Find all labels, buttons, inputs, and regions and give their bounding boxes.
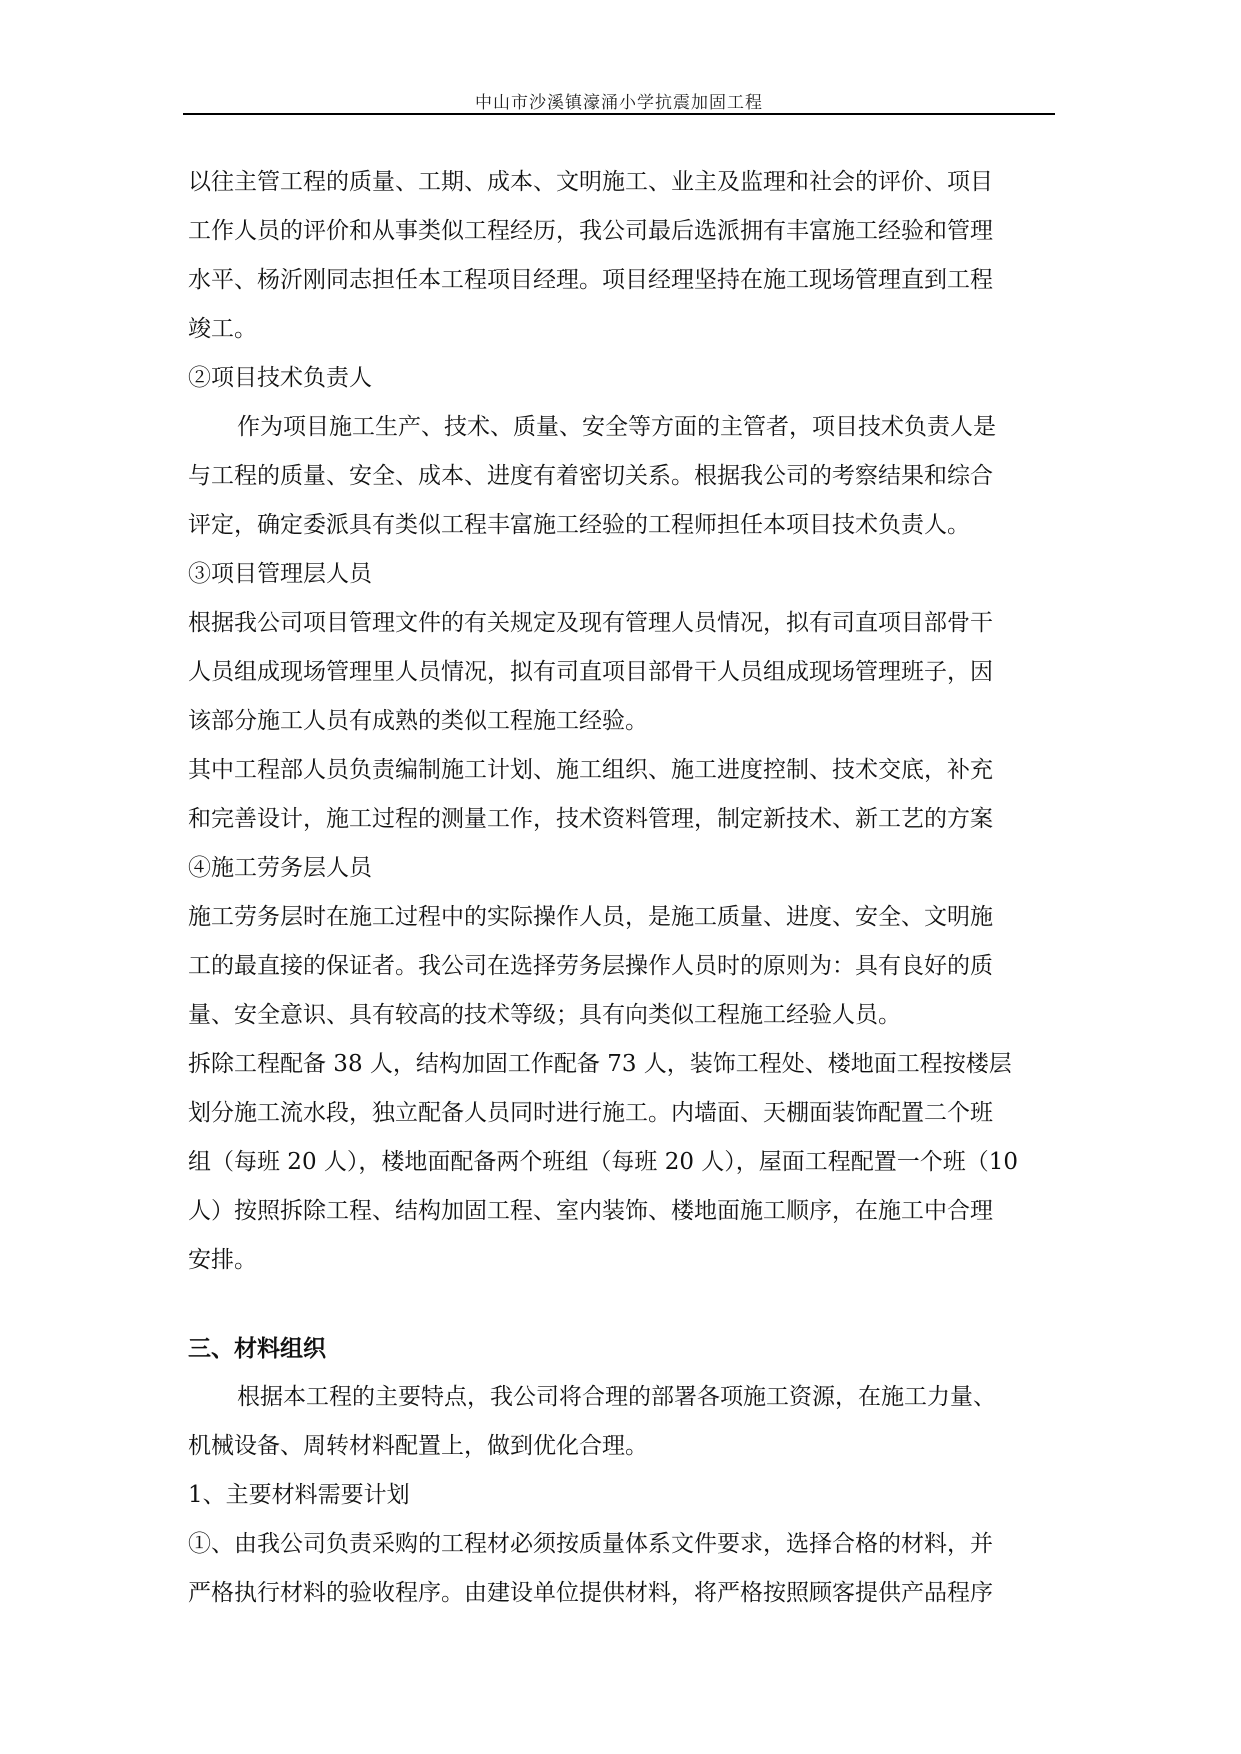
page-header: 中山市沙溪镇濠涌小学抗震加固工程	[475, 93, 763, 113]
paragraph-line: 量、安全意识、具有较高的技术等级；具有向类似工程施工经验人员。	[188, 1002, 901, 1028]
paragraph-line: 根据我公司项目管理文件的有关规定及现有管理人员情况，拟有司直项目部骨干	[188, 610, 993, 636]
paragraph-line: ①、由我公司负责采购的工程材必须按质量体系文件要求，选择合格的材料，并	[188, 1531, 993, 1557]
paragraph-line: 施工劳务层时在施工过程中的实际操作人员，是施工质量、进度、安全、文明施	[188, 904, 993, 930]
paragraph-line: 划分施工流水段，独立配备人员同时进行施工。内墙面、天棚面装饰配置二个班	[188, 1100, 993, 1126]
paragraph-line: 严格执行材料的验收程序。由建设单位提供材料，将严格按照顾客提供产品程序	[188, 1580, 993, 1606]
paragraph-line: 作为项目施工生产、技术、质量、安全等方面的主管者，项目技术负责人是	[237, 414, 996, 440]
paragraph-line: 水平、杨沂刚同志担任本工程项目经理。项目经理坚持在施工现场管理直到工程	[188, 267, 993, 293]
section-title-materials: 三、材料组织	[188, 1335, 326, 1362]
paragraph-line: 人员组成现场管理里人员情况，拟有司直项目部骨干人员组成现场管理班子，因	[188, 659, 993, 685]
paragraph-line: 组（每班 20 人），楼地面配备两个班组（每班 20 人），屋面工程配置一个班（10	[188, 1149, 1019, 1175]
paragraph-line: 其中工程部人员负责编制施工计划、施工组织、施工进度控制、技术交底，补充	[188, 757, 993, 783]
subheading-project-management: ③项目管理层人员	[188, 561, 372, 587]
paragraph-line: 人）按照拆除工程、结构加固工程、室内装饰、楼地面施工顺序，在施工中合理	[188, 1198, 993, 1224]
header-divider	[183, 113, 1055, 115]
paragraph-line: 拆除工程配备 38 人，结构加固工作配备 73 人，装饰工程处、楼地面工程按楼层	[188, 1051, 1012, 1077]
paragraph-line: 工的最直接的保证者。我公司在选择劳务层操作人员时的原则为：具有良好的质	[188, 953, 993, 979]
paragraph-line: 机械设备、周转材料配置上，做到优化合理。	[188, 1433, 648, 1459]
paragraph-line: 评定，确定委派具有类似工程丰富施工经验的工程师担任本项目技术负责人。	[188, 512, 970, 538]
paragraph-line: 和完善设计，施工过程的测量工作，技术资料管理，制定新技术、新工艺的方案	[188, 806, 993, 832]
subheading-labor-staff: ④施工劳务层人员	[188, 855, 372, 881]
section-spacer	[188, 1285, 1068, 1324]
paragraph-line: 根据本工程的主要特点，我公司将合理的部署各项施工资源，在施工力量、	[237, 1384, 996, 1410]
paragraph-line: 安排。	[188, 1247, 257, 1273]
paragraph-line: 工作人员的评价和从事类似工程经历，我公司最后选派拥有丰富施工经验和管理	[188, 218, 993, 244]
subheading-project-tech-lead: ②项目技术负责人	[188, 365, 372, 391]
paragraph-line: 该部分施工人员有成熟的类似工程施工经验。	[188, 708, 648, 734]
subheading-material-plan: 1、主要材料需要计划	[188, 1482, 410, 1508]
paragraph-line: 以往主管工程的质量、工期、成本、文明施工、业主及监理和社会的评价、项目	[188, 169, 993, 195]
paragraph-line: 竣工。	[188, 316, 257, 342]
document-body	[188, 158, 1068, 1618]
paragraph-line: 与工程的质量、安全、成本、进度有着密切关系。根据我公司的考察结果和综合	[188, 463, 993, 489]
